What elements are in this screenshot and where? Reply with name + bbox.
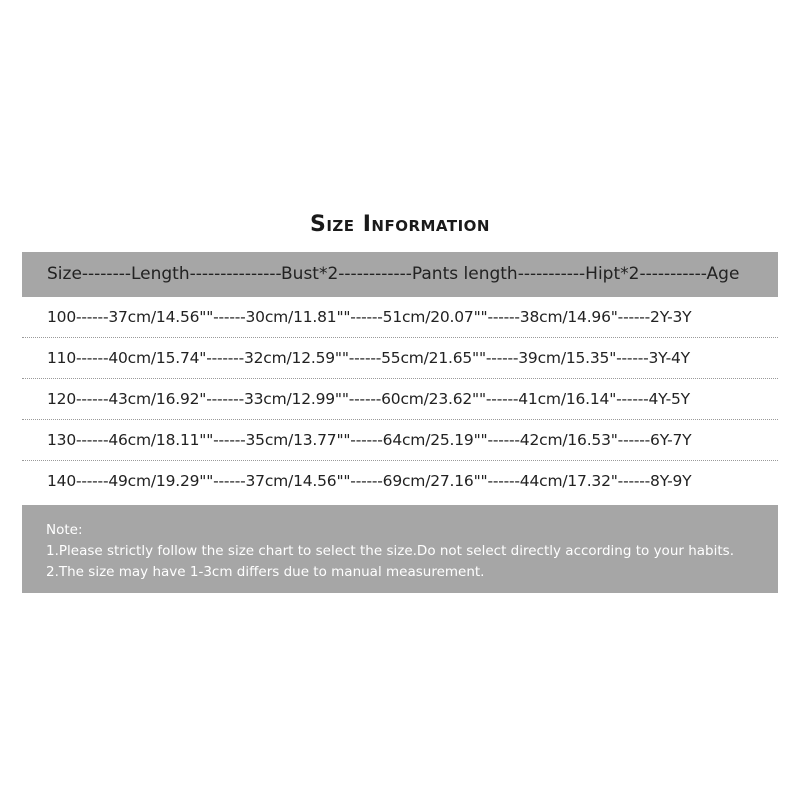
table-row-text: 140------49cm/19.29""------37cm/14.56""------69cm/27.16""------44cm/17.32"------8Y-9Y: [47, 472, 692, 490]
note-line-1: 1.Please strictly follow the size chart to select the size.Do not select directly according to your habits.: [46, 543, 734, 559]
size-table: [22, 297, 778, 502]
table-row-text: 120------43cm/16.92"-------33cm/12.99""------60cm/23.62""------41cm/16.14"------4Y-5Y: [47, 390, 690, 408]
table-row-text: 130------46cm/18.11""------35cm/13.77""------64cm/25.19""------42cm/16.53"------6Y-7Y: [47, 431, 692, 449]
table-row: [22, 338, 778, 379]
note-heading: Note:: [46, 522, 83, 538]
note-box: [22, 505, 778, 593]
table-row: [22, 379, 778, 420]
table-header: [22, 252, 778, 297]
table-row-text: 100------37cm/14.56""------30cm/11.81""------51cm/20.07""------38cm/14.96"------2Y-3Y: [47, 308, 692, 326]
table-header-text: Size--------Length---------------Bust*2------------Pants length-----------Hipt*2-----------Age: [47, 264, 740, 284]
table-row: [22, 420, 778, 461]
table-row: [22, 461, 778, 502]
table-row-text: 110------40cm/15.74"-------32cm/12.59""------55cm/21.65""------39cm/15.35"------3Y-4Y: [47, 349, 690, 367]
page-title: Size Information: [310, 212, 490, 237]
note-line-2: 2.The size may have 1-3cm differs due to manual measurement.: [46, 564, 485, 580]
table-row: [22, 297, 778, 338]
